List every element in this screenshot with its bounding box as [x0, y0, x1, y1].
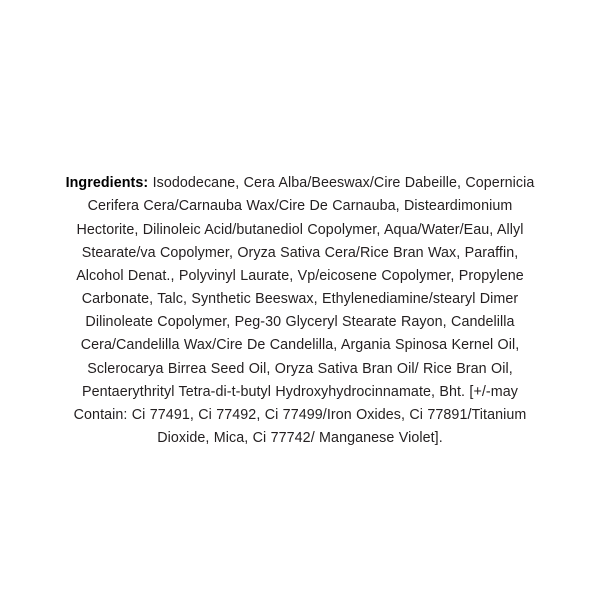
- ingredients-paragraph: [61, 172, 539, 450]
- ingredients-label: Ingredients:: [65, 175, 149, 192]
- ingredients-list-text: Isododecane, Cera Alba/Beeswax/Cire Dabeille, Copernicia Cerifera Cera/Carnauba Wax/Cire De Carnauba, Disteardimonium Hectorite, Dilinoleic Acid/butanediol Copolymer, Aqua/Water/Eau, Allyl Stearate/va Copolymer, Oryza Sativa Cera/Rice Bran Wax, Paraffin, Alcohol Denat., Polyvinyl Laurate, Vp/eicosene Copolymer, Propylene Carbonate, Talc, Synthetic Beeswax, Ethylenediamine/stearyl Dimer Dilinoleate Copolymer, Peg-30 Glyceryl Stearate Rayon, Candelilla Cera/Candelilla Wax/Cire De Candelilla, Argania Spinosa Kernel Oil, Sclerocarya Birrea Seed Oil, Oryza Sativa Bran Oil/ Rice Bran Oil, Pentaerythrityl Tetra-di-t-butyl Hydroxyhydrocinnamate, Bht. [+/-may Contain: Ci 77491, Ci 77492, Ci 77499/Iron Oxides, Ci 77891/Titanium Dioxide, Mica, Ci 77742/ Manganese Violet].: [73, 175, 535, 447]
